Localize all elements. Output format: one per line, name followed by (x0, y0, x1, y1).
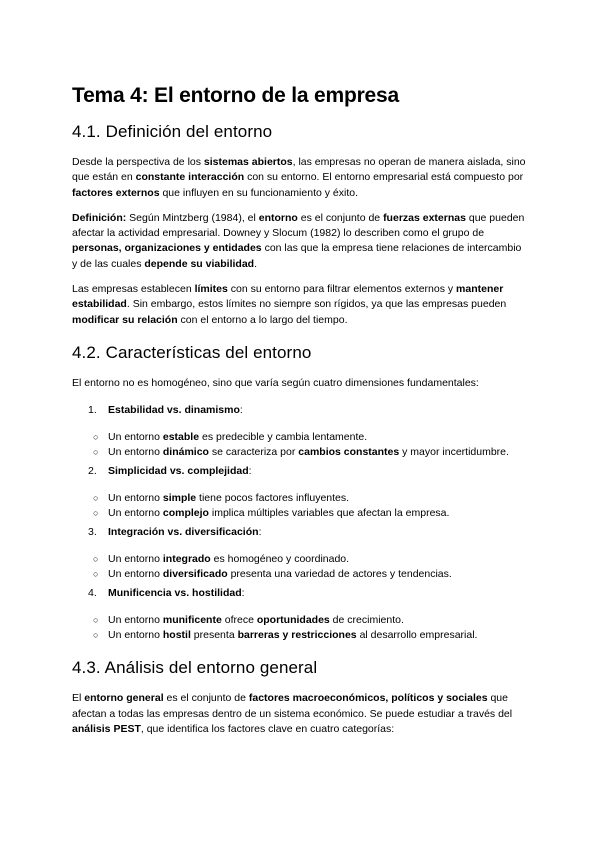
list-number: 4. (88, 587, 97, 600)
emphasis-text: dinámico (162, 446, 209, 459)
body-text: con las que la empresa tiene relaciones de intercambio y de las cuales (72, 242, 522, 270)
emphasis-text: entorno general (84, 692, 164, 705)
body-text: que pueden afectar la actividad empresarial. Downey y Slocum (1982) lo describen como el grupo de (72, 211, 525, 240)
body-text: . (254, 257, 257, 270)
sub-list-item (72, 491, 528, 506)
section-heading-4-3: 4.3. Análisis del entorno general (72, 658, 318, 678)
dimensions-list (72, 586, 528, 601)
paragraph (72, 691, 528, 737)
list-number: 3. (88, 526, 97, 539)
emphasis-text: límites (194, 283, 228, 296)
body-text: es predecible y cambia lentamente. (199, 431, 368, 444)
bullet-circle-icon: ○ (93, 630, 99, 641)
emphasis-text: constante interacción (135, 171, 245, 184)
paragraph (72, 211, 528, 272)
body-text: de crecimiento. (329, 614, 404, 627)
section-heading-4-1: 4.1. Definición del entorno (72, 122, 273, 141)
emphasis-text: estable (162, 431, 200, 444)
emphasis-text: complejo (162, 507, 209, 520)
body-text: con el entorno a lo largo del tiempo. (177, 313, 348, 326)
body-text: Un entorno (108, 629, 163, 642)
emphasis-text: factores externos (72, 186, 160, 199)
list-item: 1. Estabilidad vs. dinamismo: (88, 404, 243, 417)
emphasis-text: munificente (162, 614, 222, 627)
emphasis-text: diversificado (162, 568, 228, 581)
body-text: , las empresas no operan de manera aislada, sino que están en (72, 156, 526, 184)
emphasis-text: fuerzas externas (383, 211, 466, 224)
list-item: 2. Simplicidad vs. complejidad: (88, 465, 252, 478)
body-text: ofrece (221, 614, 257, 627)
emphasis-text: Definición: (72, 211, 127, 224)
emphasis-text: personas, organizaciones y entidades (72, 242, 262, 255)
body-text: El (72, 692, 85, 705)
emphasis-text: modificar su relación (72, 313, 178, 326)
body-text: Desde la perspectiva de los (72, 156, 204, 168)
list-number: 1. (88, 404, 97, 417)
paragraph (72, 282, 528, 328)
body-text: con su entorno. El entorno empresarial está compuesto por (244, 171, 524, 184)
sub-list-item (72, 613, 528, 628)
sub-list (72, 430, 528, 460)
body-text: se caracteriza por (208, 446, 299, 459)
emphasis-text: factores macroeconómicos, políticos y sociales (248, 692, 488, 705)
list-item-title: Simplicidad vs. complejidad (108, 465, 249, 478)
body-text: es el conjunto de (163, 692, 249, 705)
list-item-title: Estabilidad vs. dinamismo (108, 404, 240, 417)
body-text: que influyen en su funcionamiento y éxito. (159, 186, 359, 199)
emphasis-text: mantener estabilidad (72, 283, 504, 311)
list-number: 2. (88, 465, 97, 478)
body-text: Un entorno (108, 492, 163, 505)
list-item: 4. Munificencia vs. hostilidad: (88, 587, 245, 600)
body-text: y mayor incertidumbre. (399, 446, 509, 459)
bullet-circle-icon: ○ (93, 447, 99, 458)
page-title: Tema 4: El entorno de la empresa (72, 84, 399, 107)
sub-list-item (72, 445, 528, 460)
emphasis-text: cambios constantes (298, 446, 400, 459)
body-text: Un entorno (108, 446, 163, 459)
body-text: al desarrollo empresarial. (356, 629, 478, 642)
body-text: Un entorno (108, 614, 163, 627)
bullet-circle-icon: ○ (93, 554, 99, 565)
sub-list-item (72, 506, 528, 521)
sub-list-item (72, 552, 528, 567)
emphasis-text: entorno (258, 211, 298, 224)
emphasis-text: integrado (162, 553, 211, 566)
sub-list-item (72, 628, 528, 643)
sub-list (72, 613, 528, 643)
emphasis-text: análisis PEST (72, 722, 141, 735)
body-text: es homogéneo y coordinado. (210, 553, 350, 566)
body-text: es el conjunto de (297, 211, 384, 224)
body-text: tiene pocos factores influyentes. (196, 492, 350, 505)
emphasis-text: simple (162, 492, 197, 505)
body-text: Un entorno (108, 431, 163, 444)
emphasis-text: barreras y restricciones (237, 629, 357, 642)
emphasis-text: hostil (162, 629, 191, 642)
emphasis-text: oportunidades (256, 614, 330, 627)
body-text: presenta una variedad de actores y tendencias. (227, 568, 452, 581)
body-text: presenta (190, 629, 238, 642)
bullet-circle-icon: ○ (93, 432, 99, 443)
body-text: Un entorno (108, 553, 163, 566)
body-text: que afectan a todas las empresas dentro de un sistema económico. Se puede estudiar a través del (72, 692, 513, 720)
sub-list-item (72, 430, 528, 445)
section-heading-4-2: 4.2. Características del entorno (72, 342, 312, 362)
paragraph (72, 155, 528, 201)
dimensions-list (72, 525, 528, 540)
sub-list (72, 491, 528, 521)
emphasis-text: sistemas abiertos (203, 156, 293, 168)
list-item-title: Munificencia vs. hostilidad (108, 587, 242, 600)
body-text: . Sin embargo, estos límites no siempre son rígidos, ya que las empresas pueden (126, 298, 507, 311)
dimensions-list (72, 403, 528, 418)
bullet-circle-icon: ○ (93, 615, 99, 626)
sub-list (72, 552, 528, 582)
dimensions-list (72, 464, 528, 479)
body-text: Un entorno (108, 568, 163, 581)
sub-list-item (72, 567, 528, 582)
body-text: con su entorno para filtrar elementos externos y (227, 283, 457, 296)
body-text: , que identifica los factores clave en cuatro categorías: (140, 722, 395, 735)
document-page (72, 82, 528, 747)
list-item: 3. Integración vs. diversificación: (88, 526, 262, 539)
body-text: implica múltiples variables que afectan la empresa. (208, 507, 450, 520)
body-text: Según Mintzberg (1984), el (126, 211, 259, 224)
emphasis-text: depende su viabilidad (144, 257, 255, 270)
body-text: Un entorno (108, 507, 163, 520)
bullet-circle-icon: ○ (93, 493, 99, 504)
bullet-circle-icon: ○ (93, 569, 99, 580)
paragraph: El entorno no es homogéneo, sino que varía según cuatro dimensiones fundamentales: (72, 376, 479, 389)
list-item-title: Integración vs. diversificación (108, 526, 259, 539)
bullet-circle-icon: ○ (93, 508, 99, 519)
body-text: Las empresas establecen (72, 283, 195, 296)
